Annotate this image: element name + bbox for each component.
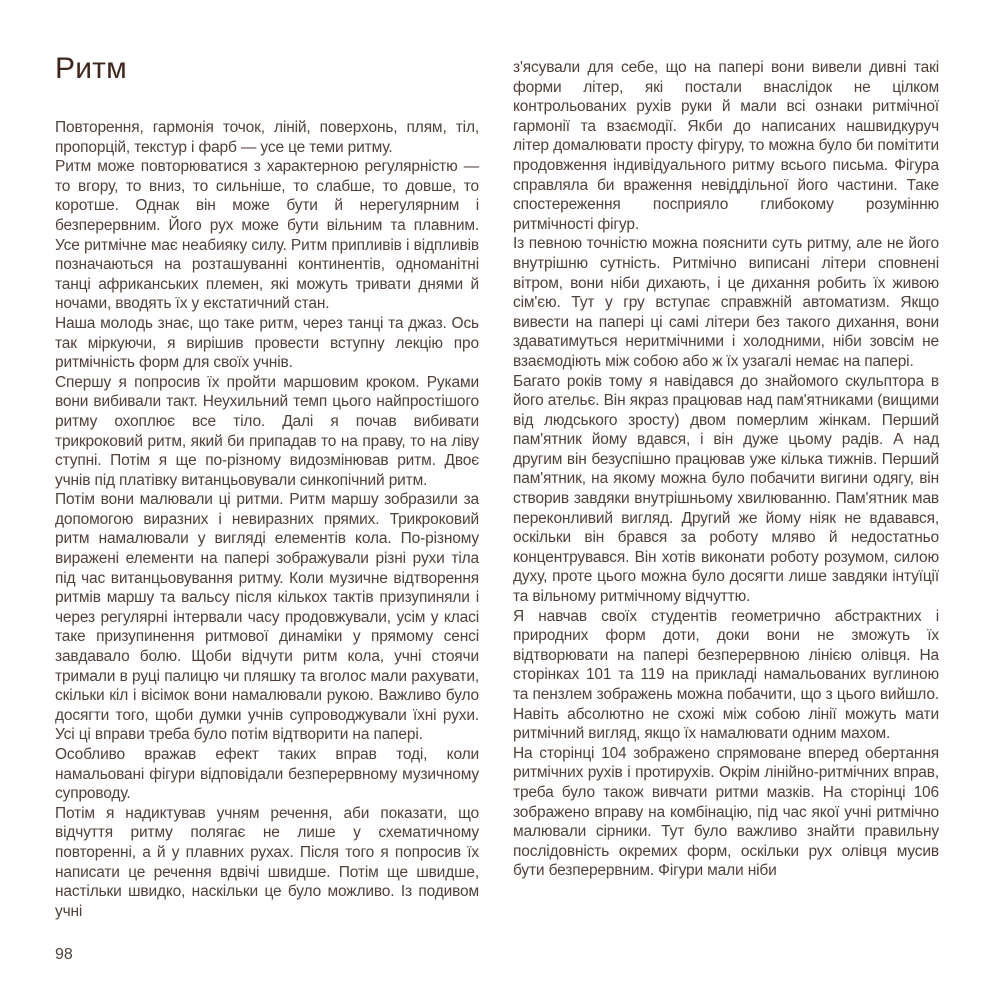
- paragraph: Особливо вражав ефект таких вправ тоді, коли намальовані фігури відповідали безперервному музичному супроводу.: [55, 746, 479, 803]
- paragraph: Я навчав своїх студентів геометрично абстрактних і природних форм доти, доки вони не зможуть їх відтворювати на папері безперервною лінією олівця. На сторінках 101 та 119 на прикладі намальованих вуглиною та пензлем зображень можна побачити, що з цього вийшло. Навіть абсолютно не схожі між собою лінії можуть мати ритмічний вигляд, якщо їх намалювати одним махом.: [513, 607, 939, 743]
- paragraph: Багато років тому я навідався до знайомого скульптора в його ательє. Він якраз працював над пам'ятниками (вищими від людського зросту) двом померлим жінкам. Перший пам'ятник йому вдався, і він дуже цьому радів. А над другим він безуспішно працював уже кілька тижнів. Перший пам'ятник, на якому можна було побачити вигини одягу, він створив завдяки внутрішньому хвилюванню. Пам'ятник мав переконливий вигляд. Другий же йому ніяк не вдавався, оскільки він брався за роботу мляво й недостатньо концентрувався. Він хотів виконати роботу розумом, силою духу, проте цього можна було досягти лише завдяки інтуїції та вільному ритмічному відчуттю.: [513, 372, 939, 606]
- paragraph: На сторінці 104 зображено спрямоване вперед обертання ритмічних рухів і протирухів. Окрім лінійно-ритмічних вправ, треба було також вивчати ритми мазків. На сторінці 106 зображено вправу на комбінацію, під час якої учні ритмічно малювали сірники. Тут було важливо знайти правильну послідовність окремих форм, оскільки рух олівця мусив бути безперервним. Фігури мали ніби: [513, 744, 939, 880]
- paragraph: Потім вони малювали ці ритми. Ритм маршу зобразили за допомогою виразних і невиразних прямих. Трикроковий ритм намалювали у вигляді елементів кола. По-різному виражені елементи на папері зображували різні рухи тіла під час витанцьовування ритму. Коли музичне відтворення ритмів маршу та вальсу після кількох тактів призупиняли і через регулярні інтервали часу продовжували, усім у класі таке призупинення ритмової динаміки у прямому сенсі завдавало болю. Щоби відчути ритм кола, учні стоячи тримали в руці палицю чи пляшку та вголос мали рахувати, скільки кіл і вісімок вони намалювали рукою. Важливо було досягти того, щоби думки учнів супроводжували їхні рухи. Усі ці вправи треба було потім відтворити на папері.: [55, 491, 479, 744]
- right-column-text: [513, 58, 939, 881]
- paragraph: Повторення, гармонія точок, ліній, поверхонь, плям, тіл, пропорцій, текстур і фарб — усе це теми ритму.: [55, 119, 479, 156]
- paragraph: Спершу я попросив їх пройти маршовим кроком. Руками вони вибивали такт. Неухильний темп цього найпростішого ритму охоплює все тіло. Далі я почав вибивати трикроковий ритм, який би припадав то на праву, то на ліву ступні. Потім я ще по-різному видозмінював ритм. Двоє учнів під платівку витанцьовували синкопічний ритм.: [55, 373, 479, 489]
- page-title: Ритм: [55, 52, 127, 85]
- paragraph: Потім я надиктував учням речення, аби показати, що відчуття ритму полягає не лише у схематичному повторенні, а й у плавних рухах. Після того я попросив їх написати це речення вдвічі швидше. Потім ще швидше, настільки швидко, наскільки це було можливо. Із подивом учні: [55, 804, 479, 920]
- page-number: 98: [55, 946, 73, 963]
- left-column-text: [55, 118, 479, 921]
- paragraph: Наша молодь знає, що таке ритм, через танці та джаз. Ось так міркуючи, я вирішив провести вступну лекцію про ритмічність форм для своїх учнів.: [55, 314, 479, 372]
- paragraph: Із певною точністю можна пояснити суть ритму, але не його внутрішню сутність. Ритмічно виписані літери сповнені вітром, вони ніби дихають, і це дихання робить їх живою сім'єю. Тут у гру вступає справжній автоматизм. Якщо вивести на папері ці самі літери без такого дихання, вони здаватимуться неритмічними і холодними, ніби зовсім не взаємодіють між собою або ж їх узагалі немає на папері.: [513, 235, 939, 370]
- paragraph: з'ясували для себе, що на папері вони вивели дивні такі форми літер, які постали внаслідок не цілком контрольованих рухів руки й мали всі ознаки ритмічної гармонії та взаємодії. Якби до написаних нашвидкуруч літер домалювати просту фігуру, то можна було би помітити продовження індивідуального ритму всього письма. Фігура справляла би враження невіддільної його частини. Таке спостереження посприяло глибокому розумінню ритмічності фігур.: [513, 59, 939, 233]
- paragraph: Ритм може повторюватися з характерною регулярністю — то вгору, то вниз, то сильніше, то слабше, то довше, то коротше. Однак він може бути й нерегулярним і безперервним. Його рух може бути вільним та плавним. Усе ритмічне має неабияку силу. Ритм припливів і відпливів позначаються на розташуванні континентів, одноманітні танці африканських племен, які можуть тривати днями й ночами, вводять їх у екстатичний стан.: [55, 158, 479, 313]
- right-column: [513, 58, 939, 881]
- left-column: [55, 53, 479, 921]
